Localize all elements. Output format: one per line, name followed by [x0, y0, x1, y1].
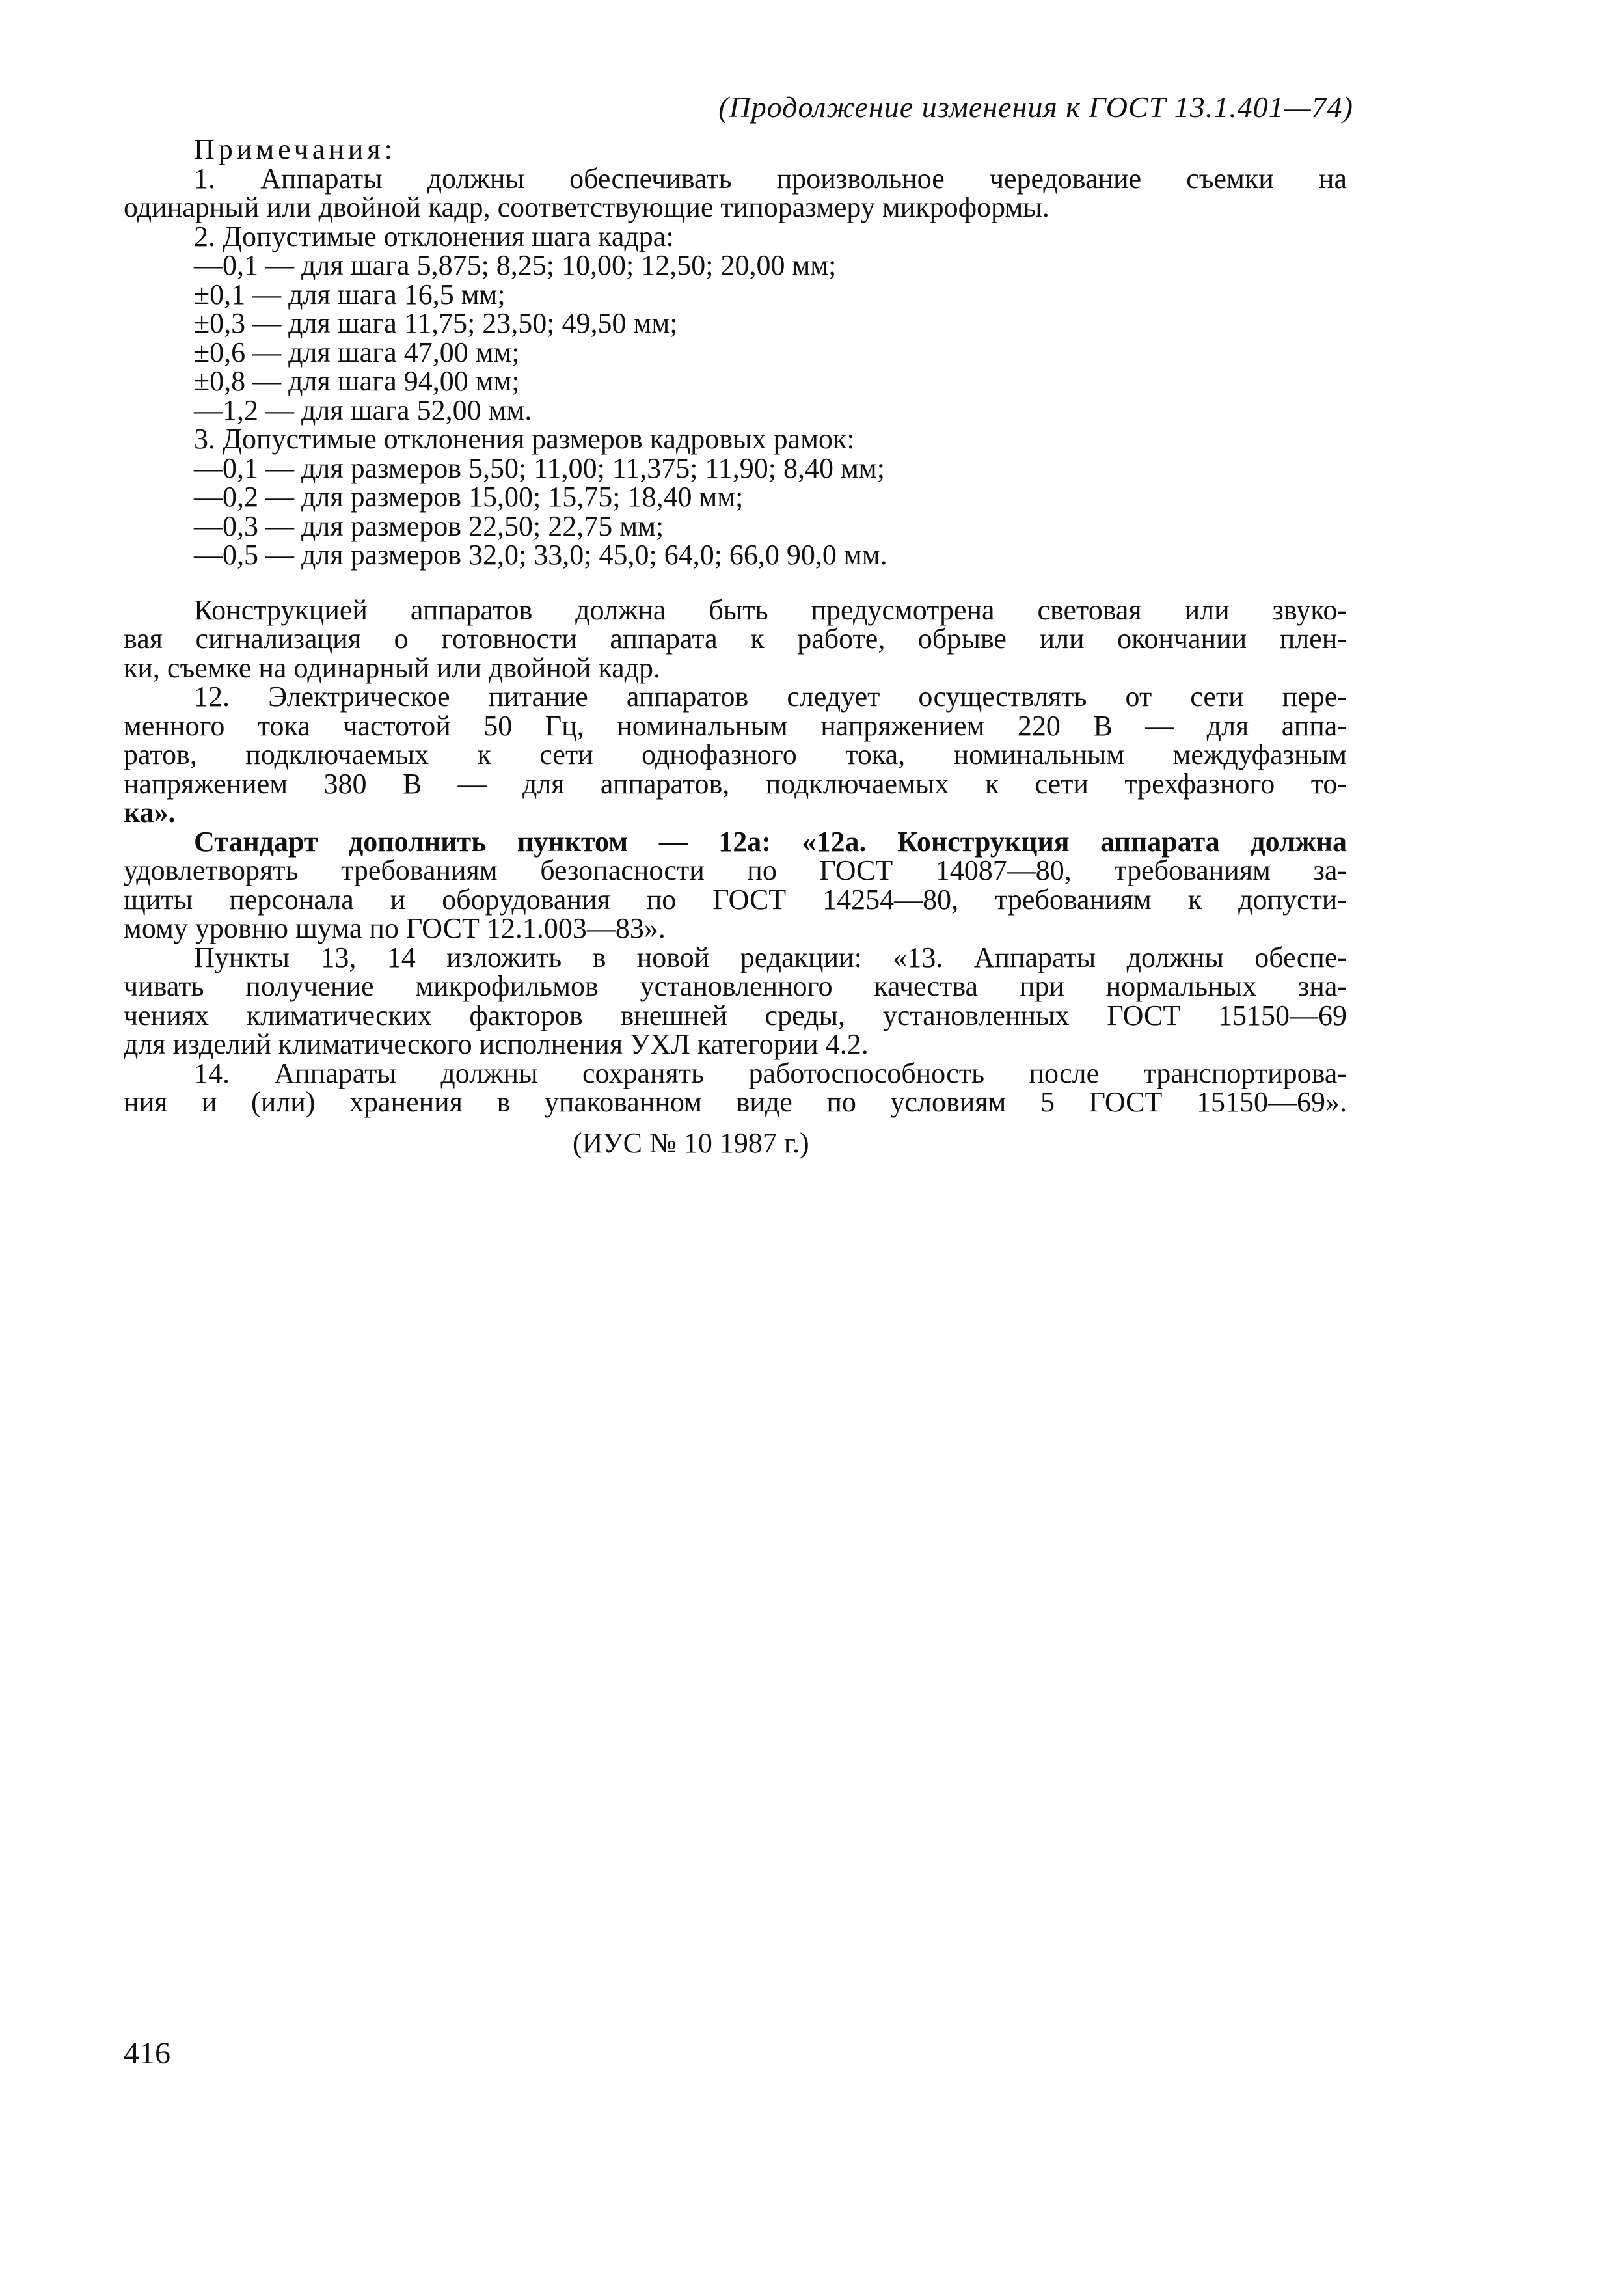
items13-14-line: чивать получение микрофильмов установленного качества при нормальных зна- [124, 970, 1347, 1002]
item12-line: менного тока частотой 50 Гц, номинальным напряжением 220 В — для аппа- [124, 709, 1347, 742]
items13-14-line: для изделий климатического исполнения УХЛ категории 4.2. [124, 1028, 869, 1060]
ius-reference: (ИУС № 10 1987 г.) [573, 1126, 809, 1159]
note1-line: 1. Аппараты должны обеспечивать произвольное чередование съемки на [194, 162, 1347, 195]
document-body [124, 135, 1347, 1158]
item12a-line: мому уровню шума по ГОСТ 12.1.003—83». [124, 912, 666, 944]
notes-title: Примечания: [194, 133, 396, 165]
note3-title: 3. Допустимые отклонения размеров кадровых рамок: [194, 423, 855, 455]
note2-item: ±0,3 — для шага 11,75; 23,50; 49,50 мм; [194, 307, 678, 339]
note3-item: —0,3 — для размеров 22,50; 22,75 мм; [194, 510, 664, 542]
signal-paragraph-line: вая сигнализация о готовности аппарата к работе, обрыве или окончании плен- [124, 623, 1347, 655]
item12-line: ка». [124, 796, 176, 828]
note2-item: —1,2 — для шага 52,00 мм. [194, 394, 532, 426]
note3-item: —0,2 — для размеров 15,00; 15,75; 18,40 мм; [194, 481, 744, 513]
note3-item: —0,1 — для размеров 5,50; 11,00; 11,375; 11,90; 8,40 мм; [194, 452, 885, 484]
item12a-line: удовлетворять требованиям безопасности по ГОСТ 14087—80, требованиям за- [124, 854, 1347, 886]
signal-paragraph-line: Конструкцией аппаратов должна быть предусмотрена световая или звуко- [194, 593, 1347, 626]
section-gap [124, 570, 1347, 596]
page-header: (Продолжение изменения к ГОСТ 13.1.401—74) [718, 90, 1353, 124]
item12-line: напряжением 380 В — для аппаратов, подключаемых к сети трехфазного то- [124, 767, 1347, 800]
item14-line: 14. Аппараты должны сохранять работоспособность после транспортирова- [194, 1057, 1347, 1089]
items13-14-line: чениях климатических факторов внешней среды, установленных ГОСТ 15150—69 [124, 999, 1347, 1031]
item14-line: ния и (или) хранения в упакованном виде по условиям 5 ГОСТ 15150—69». [124, 1086, 1347, 1118]
item12-line: ратов, подключаемых к сети однофазного тока, номинальным междуфазным [124, 739, 1347, 770]
note2-item: ±0,1 — для шага 16,5 мм; [194, 278, 506, 310]
item12a-line: Стандарт дополнить пунктом — 12а: «12а. Конструкция аппарата должна [194, 825, 1347, 858]
items13-14-line: Пункты 13, 14 изложить в новой редакции: «13. Аппараты должны обеспе- [194, 941, 1347, 973]
note3-item: —0,5 — для размеров 32,0; 33,0; 45,0; 64,0; 66,0 90,0 мм. [194, 539, 887, 571]
item12-line: 12. Электрическое питание аппаратов следует осуществлять от сети пере- [194, 681, 1347, 713]
page-number: 416 [124, 2036, 170, 2071]
note2-item: ±0,6 — для шага 47,00 мм; [194, 336, 520, 368]
note2-title: 2. Допустимые отклонения шага кадра: [194, 220, 674, 252]
item12a-line: щиты персонала и оборудования по ГОСТ 14254—80, требованиям к допусти- [124, 883, 1347, 916]
signal-paragraph-line: ки, съемке на одинарный или двойной кадр. [124, 651, 661, 684]
note1-line: одинарный или двойной кадр, соответствующие типоразмеру микроформы. [124, 191, 1049, 223]
note2-item: —0,1 — для шага 5,875; 8,25; 10,00; 12,50; 20,00 мм; [194, 249, 837, 281]
note2-item: ±0,8 — для шага 94,00 мм; [194, 365, 520, 397]
